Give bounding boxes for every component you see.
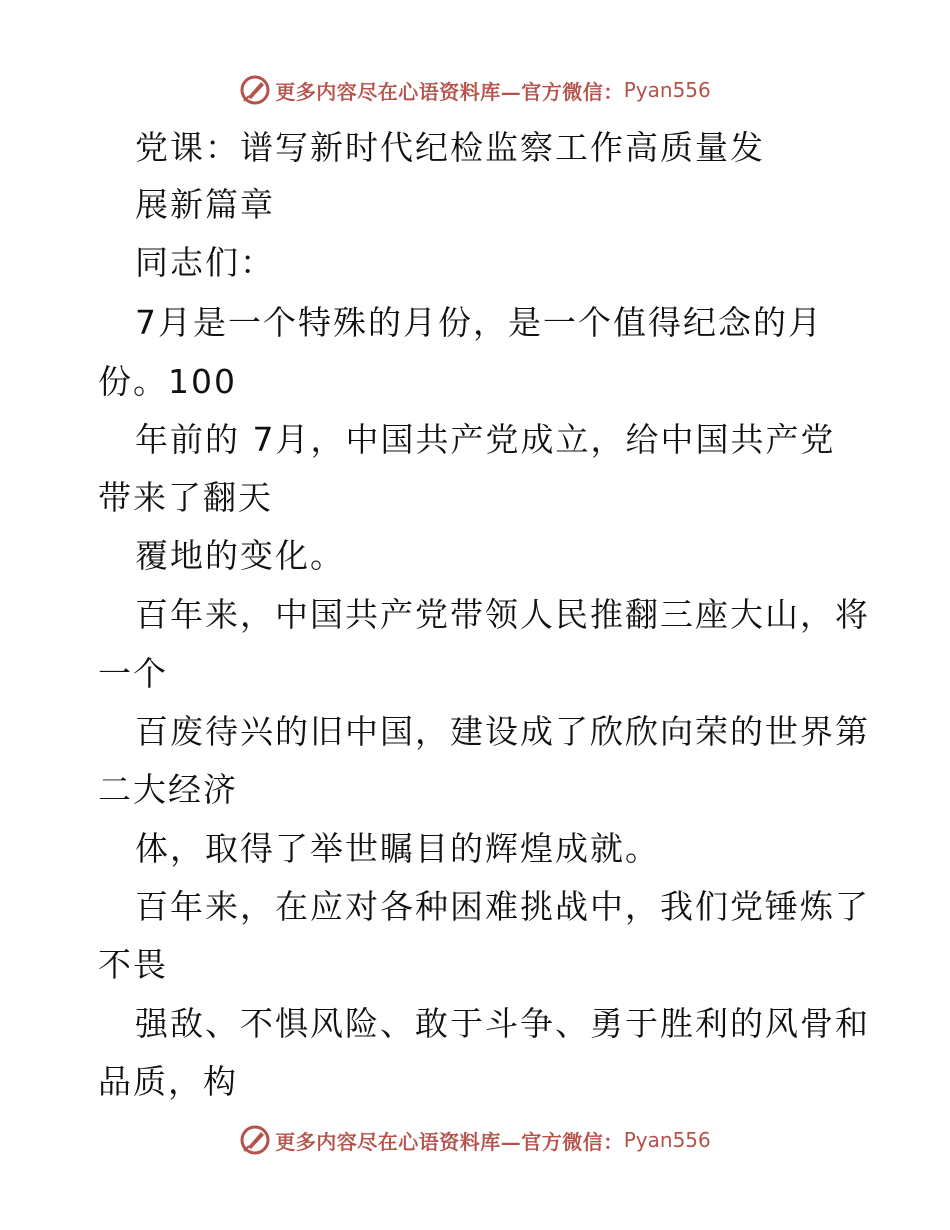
doc-title-line-2: 展新篇章: [135, 185, 275, 224]
paragraph-line: 二大经济: [98, 770, 238, 809]
quill-logo-icon: [239, 1124, 271, 1156]
paragraph-line: 强敌、不惧风险、敢于斗争、勇于胜利的风骨和: [135, 1004, 870, 1043]
footer-watermark: [0, 1120, 950, 1160]
paragraph-line: 百废待兴的旧中国，建设成了欣欣向荣的世界第: [135, 712, 870, 751]
salutation: 同志们：: [135, 243, 275, 282]
paragraph-line: 份。100: [98, 362, 237, 401]
header-watermark: [0, 70, 950, 110]
paragraph-line: 体，取得了举世瞩目的辉煌成就。: [135, 829, 660, 868]
watermark-text: 更多内容尽在心语资料库—官方微信：: [275, 79, 624, 104]
quill-logo-icon: [239, 74, 271, 106]
watermark-handle: Pyan556: [623, 1128, 711, 1152]
watermark-text: 更多内容尽在心语资料库—官方微信：: [275, 1129, 624, 1154]
paragraph-line: 覆地的变化。: [135, 536, 345, 575]
paragraph-line: 不畏: [98, 945, 168, 984]
paragraph-line: 带来了翻天: [98, 478, 273, 517]
paragraph-line: 年前的 7月，中国共产党成立，给中国共产党: [135, 420, 836, 459]
paragraph-line: 7月是一个特殊的月份，是一个值得纪念的月: [135, 303, 823, 342]
paragraph-line: 百年来，在应对各种困难挑战中，我们党锤炼了: [135, 887, 870, 926]
paragraph-line: 百年来，中国共产党带领人民推翻三座大山，将: [135, 595, 870, 634]
paragraph-line: 品质，构: [98, 1062, 238, 1101]
paragraph-line: 一个: [98, 654, 168, 693]
watermark-handle: Pyan556: [623, 78, 711, 102]
doc-title-line-1: 党课：谱写新时代纪检监察工作高质量发: [135, 128, 765, 167]
